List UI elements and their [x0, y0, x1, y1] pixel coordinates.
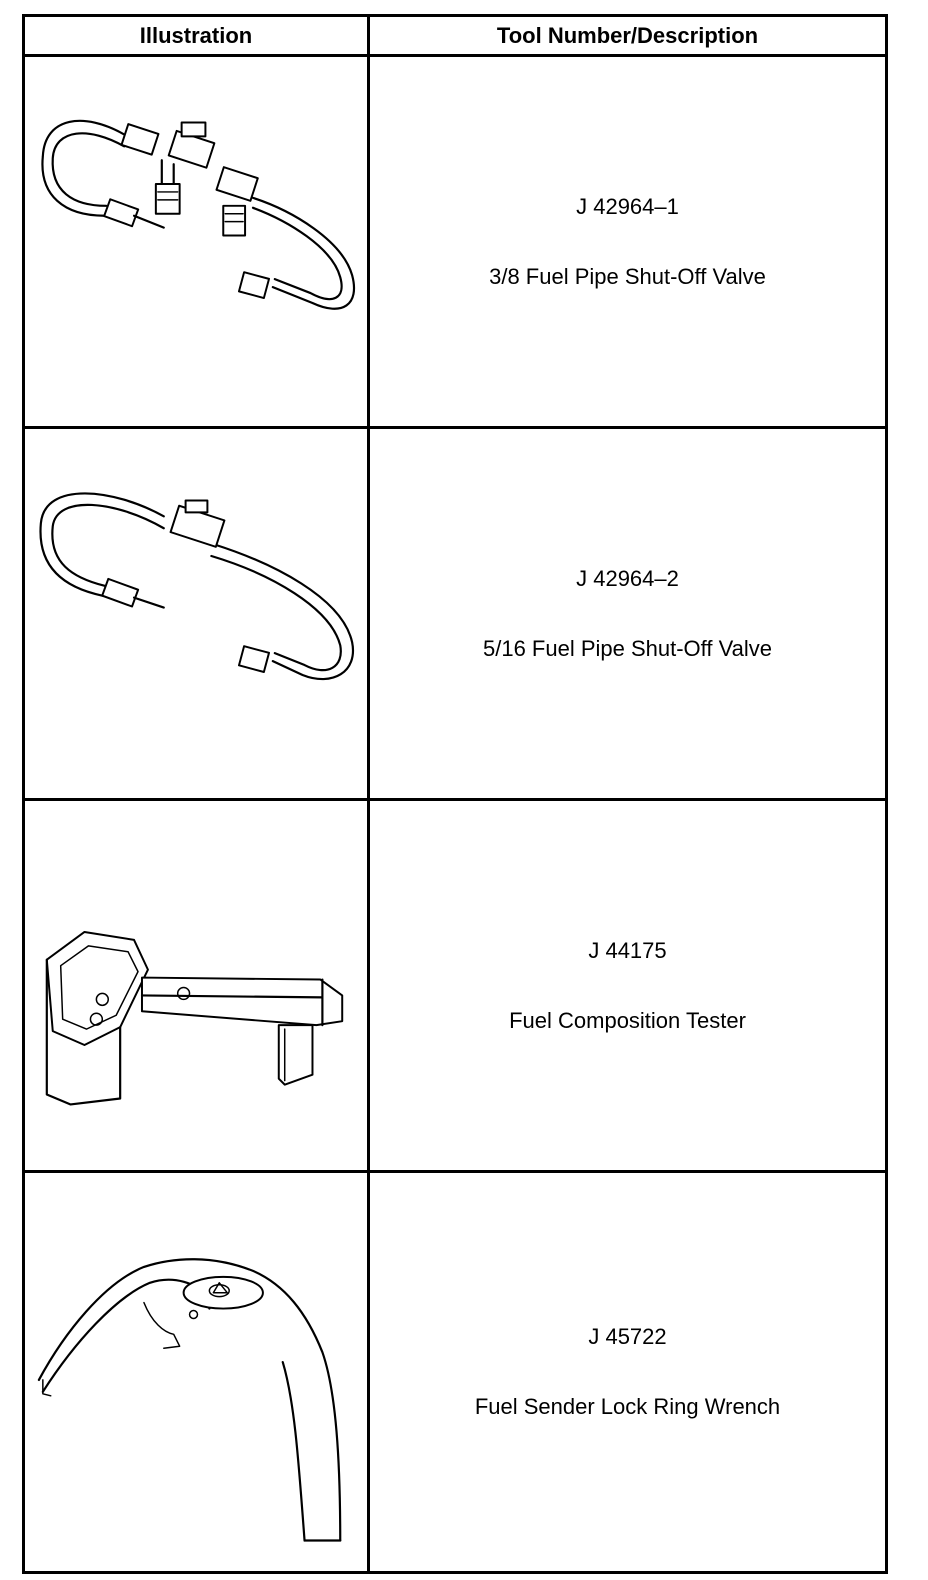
description-cell	[370, 1173, 885, 1571]
tool-description: 5/16 Fuel Pipe Shut-Off Valve	[482, 635, 773, 661]
tool-description: 3/8 Fuel Pipe Shut-Off Valve	[489, 263, 766, 289]
header-description	[370, 17, 885, 57]
fuel-pipe-shutoff-valve-5-16-icon	[25, 429, 367, 798]
tool-number: J 44175	[588, 937, 667, 963]
tool-table	[22, 14, 888, 1574]
description-cell	[370, 57, 885, 429]
tool-number: J 42964–2	[576, 565, 679, 591]
header-illustration	[25, 17, 370, 57]
tool-description: Fuel Sender Lock Ring Wrench	[474, 1394, 781, 1419]
fuel-composition-tester-icon	[25, 801, 367, 1170]
tool-number: J 42964–1	[576, 193, 679, 219]
fuel-pipe-shutoff-valve-3-8-icon	[25, 57, 367, 426]
header-illustration-label: Illustration	[139, 22, 253, 48]
tool-number: J 45722	[588, 1324, 667, 1349]
illustration-cell	[25, 57, 370, 429]
illustration-cell	[25, 1173, 370, 1571]
header-description-label: Tool Number/Description	[496, 22, 759, 48]
tool-description: Fuel Composition Tester	[509, 1007, 746, 1033]
illustration-cell	[25, 429, 370, 801]
illustration-cell	[25, 801, 370, 1173]
lock-ring-wrench-icon	[25, 1173, 367, 1571]
description-cell	[370, 429, 885, 801]
description-cell	[370, 801, 885, 1173]
